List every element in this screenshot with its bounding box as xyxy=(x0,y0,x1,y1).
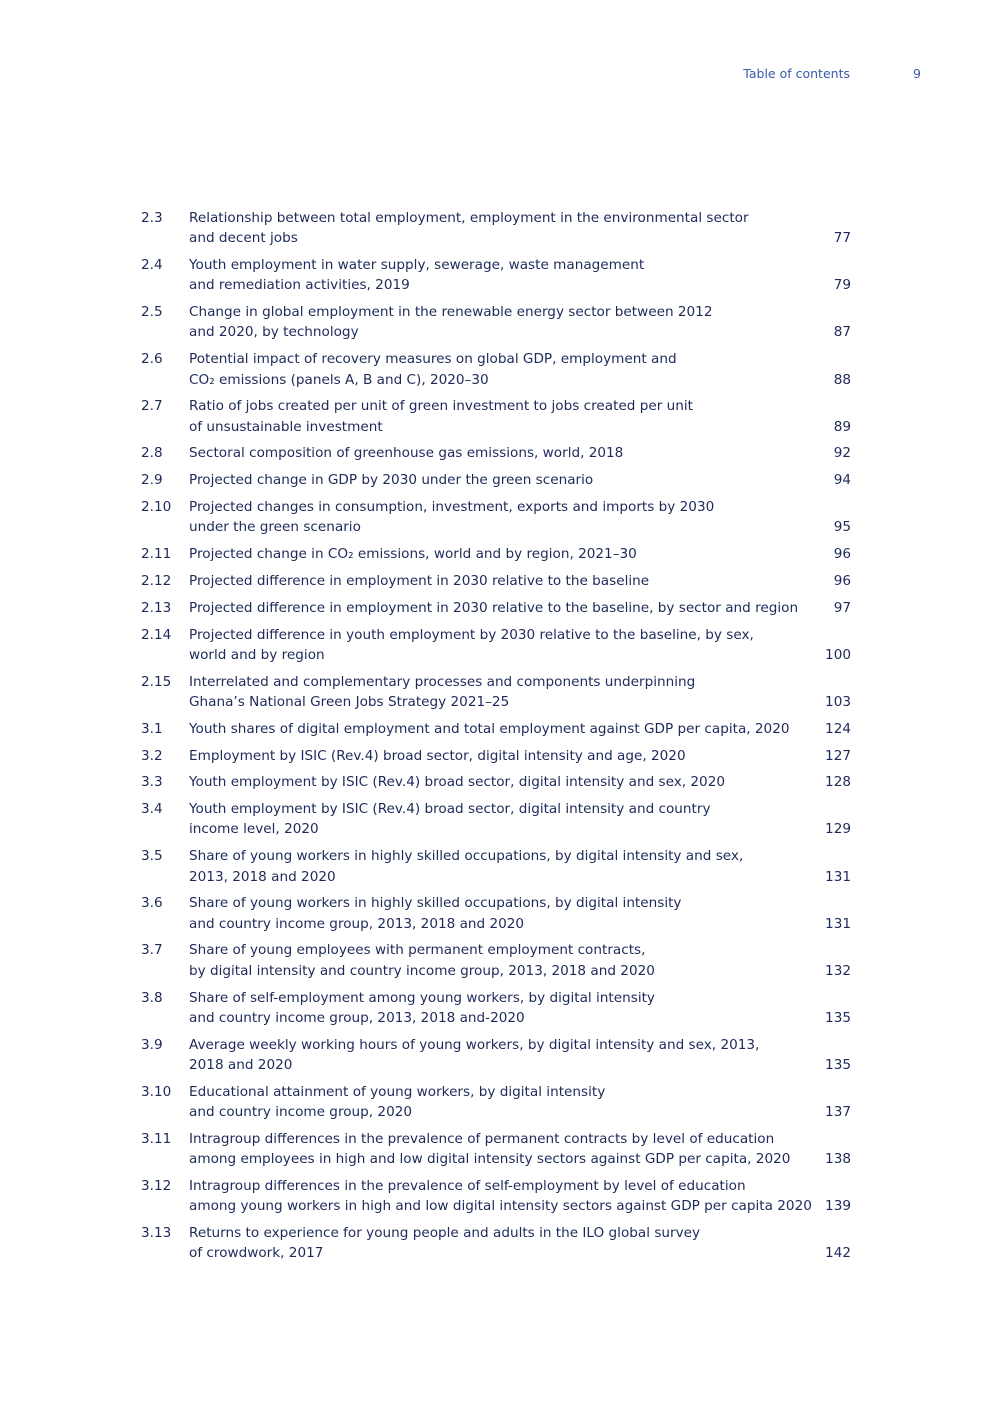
figure-title-line: Ghana’s National Green Jobs Strategy 2021–25 xyxy=(189,693,510,710)
figure-title-line: and country income group, 2013, 2018 and 2020 xyxy=(189,915,525,932)
figure-page-number: 135 xyxy=(825,1009,851,1026)
toc-entry[interactable] xyxy=(141,772,853,792)
figure-title-line: Share of young employees with permanent employment contracts, xyxy=(189,942,646,959)
figure-title-line: income level, 2020 xyxy=(189,821,319,838)
figure-title-line: Ratio of jobs created per unit of green investment to jobs created per unit xyxy=(189,398,693,415)
figure-title-line: CO₂ emissions (panels A, B and C), 2020–30 xyxy=(189,371,489,388)
figure-number: 3.11 xyxy=(141,1130,172,1147)
figure-number: 2.4 xyxy=(141,257,163,274)
toc-entry[interactable] xyxy=(141,1082,853,1123)
section-title: Table of contents xyxy=(743,66,850,81)
figure-number: 3.7 xyxy=(141,942,163,959)
figure-title xyxy=(189,349,819,390)
figure-title-line: Projected difference in employment in 2030 relative to the baseline xyxy=(189,572,650,589)
figure-title xyxy=(189,746,819,766)
figure-page-number: 132 xyxy=(825,962,851,979)
figure-title xyxy=(189,672,819,713)
figure-title-line: Youth employment by ISIC (Rev.4) broad sector, digital intensity and country xyxy=(189,801,711,818)
figure-title xyxy=(189,940,819,981)
figure-page-number: 138 xyxy=(825,1151,851,1168)
figure-number: 2.5 xyxy=(141,304,163,321)
figure-title-line: of unsustainable investment xyxy=(189,418,383,435)
toc-entry[interactable] xyxy=(141,571,853,591)
figure-title-line: world and by region xyxy=(189,646,325,663)
page-number: 9 xyxy=(913,66,921,81)
toc-entry[interactable] xyxy=(141,1223,853,1264)
figure-title-line: Share of self-employment among young workers, by digital intensity xyxy=(189,989,655,1006)
figure-title-line: Share of young workers in highly skilled occupations, by digital intensity and sex, xyxy=(189,848,744,865)
toc-entry[interactable] xyxy=(141,396,853,437)
figure-page-number: 139 xyxy=(825,1198,851,1215)
figure-page-number: 127 xyxy=(825,747,851,764)
figure-page-number: 96 xyxy=(833,546,851,563)
figure-page-number: 95 xyxy=(833,519,851,536)
figure-number: 3.9 xyxy=(141,1036,163,1053)
figure-title-line: Projected change in CO₂ emissions, world and by region, 2021–30 xyxy=(189,546,637,563)
figure-number: 3.8 xyxy=(141,989,163,1006)
figure-number: 2.15 xyxy=(141,673,172,690)
figure-number: 3.5 xyxy=(141,848,163,865)
toc-entry[interactable] xyxy=(141,1176,853,1217)
toc-entry[interactable] xyxy=(141,988,853,1029)
figure-number: 3.1 xyxy=(141,720,163,737)
figure-title-line: Youth employment by ISIC (Rev.4) broad sector, digital intensity and sex, 2020 xyxy=(189,774,726,791)
figure-title xyxy=(189,208,819,249)
figure-title xyxy=(189,1176,819,1217)
figure-page-number: 128 xyxy=(825,774,851,791)
toc-entry[interactable] xyxy=(141,719,853,739)
figure-number: 2.11 xyxy=(141,546,172,563)
figure-title xyxy=(189,255,819,296)
list-of-figures xyxy=(141,208,853,1270)
figure-title-line: Projected difference in youth employment by 2030 relative to the baseline, by sex, xyxy=(189,626,754,643)
figure-title-line: and country income group, 2013, 2018 and-2020 xyxy=(189,1009,525,1026)
toc-entry[interactable] xyxy=(141,893,853,934)
figure-page-number: 100 xyxy=(825,646,851,663)
toc-entry[interactable] xyxy=(141,1035,853,1076)
figure-title-line: Relationship between total employment, employment in the environmental sector xyxy=(189,210,749,226)
toc-entry[interactable] xyxy=(141,349,853,390)
toc-entry[interactable] xyxy=(141,746,853,766)
figure-title-line: among employees in high and low digital intensity sectors against GDP per capita, 2020 xyxy=(189,1151,791,1168)
toc-entry[interactable] xyxy=(141,208,853,249)
figure-title-line: Educational attainment of young workers, by digital intensity xyxy=(189,1083,606,1100)
figure-title-line: Sectoral composition of greenhouse gas emissions, world, 2018 xyxy=(189,445,624,462)
figure-number: 2.8 xyxy=(141,445,163,462)
toc-entry[interactable] xyxy=(141,497,853,538)
figure-title xyxy=(189,846,819,887)
figure-title xyxy=(189,1129,819,1170)
figure-title-line: Returns to experience for young people and adults in the ILO global survey xyxy=(189,1224,701,1241)
figure-number: 3.2 xyxy=(141,747,163,764)
figure-page-number: 131 xyxy=(825,868,851,885)
figure-number: 2.6 xyxy=(141,351,163,368)
figure-title-line: Projected changes in consumption, investment, exports and imports by 2030 xyxy=(189,499,715,516)
figure-page-number: 97 xyxy=(833,599,851,616)
figure-title xyxy=(189,988,819,1029)
figure-title-line: Projected difference in employment in 2030 relative to the baseline, by sector and region xyxy=(189,599,799,616)
figure-title-line: by digital intensity and country income group, 2013, 2018 and 2020 xyxy=(189,962,655,979)
figure-title-line: Interrelated and complementary processes and components underpinning xyxy=(189,673,696,690)
figure-page-number: 124 xyxy=(825,720,851,737)
figure-title-line: Youth shares of digital employment and total employment against GDP per capita, 2020 xyxy=(189,720,790,737)
figure-title-line: 2013, 2018 and 2020 xyxy=(189,868,336,885)
toc-entry[interactable] xyxy=(141,940,853,981)
toc-entry[interactable] xyxy=(141,470,853,490)
figure-title xyxy=(189,443,819,463)
figure-title xyxy=(189,1035,819,1076)
figure-page-number: 131 xyxy=(825,915,851,932)
toc-entry[interactable] xyxy=(141,544,853,564)
figure-page-number: 103 xyxy=(825,693,851,710)
figure-page-number: 79 xyxy=(833,277,851,294)
figure-number: 2.12 xyxy=(141,572,172,589)
figure-number: 2.10 xyxy=(141,499,172,516)
figure-number: 3.10 xyxy=(141,1083,172,1100)
figure-title-line: and remediation activities, 2019 xyxy=(189,277,410,294)
figure-number: 2.7 xyxy=(141,398,163,415)
figure-title-line: Intragroup differences in the prevalence of permanent contracts by level of education xyxy=(189,1130,775,1147)
figure-title-line: of crowdwork, 2017 xyxy=(189,1245,324,1262)
figure-title xyxy=(189,1082,819,1123)
figure-title xyxy=(189,625,819,666)
toc-entry[interactable] xyxy=(141,799,853,840)
figure-title-line: Share of young workers in highly skilled occupations, by digital intensity xyxy=(189,895,682,912)
figure-page-number: 92 xyxy=(833,445,851,462)
figure-page-number: 94 xyxy=(833,472,851,489)
figure-number: 3.4 xyxy=(141,801,163,818)
toc-entry[interactable] xyxy=(141,846,853,887)
figure-page-number: 89 xyxy=(833,418,851,435)
figure-number: 2.13 xyxy=(141,599,172,616)
toc-entry[interactable] xyxy=(141,625,853,666)
toc-entry[interactable] xyxy=(141,443,853,463)
figure-title-line: and 2020, by technology xyxy=(189,324,359,341)
figure-page-number: 96 xyxy=(833,572,851,589)
figure-title xyxy=(189,799,819,840)
figure-title xyxy=(189,302,819,343)
toc-entry[interactable] xyxy=(141,1129,853,1170)
figure-title-line: Employment by ISIC (Rev.4) broad sector, digital intensity and age, 2020 xyxy=(189,747,686,764)
figure-number: 3.13 xyxy=(141,1224,172,1241)
figure-page-number: 77 xyxy=(833,230,851,247)
figure-title-line: and country income group, 2020 xyxy=(189,1103,413,1120)
figure-page-number: 142 xyxy=(825,1245,851,1262)
figure-title xyxy=(189,719,819,739)
figure-page-number: 129 xyxy=(825,821,851,838)
running-header xyxy=(0,66,992,84)
figure-title-line: 2018 and 2020 xyxy=(189,1056,293,1073)
figure-title-line: under the green scenario xyxy=(189,519,361,536)
figure-number: 2.9 xyxy=(141,472,163,489)
figure-title-line: Youth employment in water supply, sewerage, waste management xyxy=(189,257,645,274)
toc-entry[interactable] xyxy=(141,672,853,713)
figure-page-number: 135 xyxy=(825,1056,851,1073)
figure-title-line: Potential impact of recovery measures on global GDP, employment and xyxy=(189,351,677,368)
figure-title-line: Change in global employment in the renewable energy sector between 2012 xyxy=(189,304,713,321)
figure-title xyxy=(189,772,819,792)
figure-number: 3.12 xyxy=(141,1177,172,1194)
figure-page-number: 137 xyxy=(825,1103,851,1120)
toc-entry[interactable] xyxy=(141,598,853,618)
figure-title xyxy=(189,470,819,490)
figure-title-line: and decent jobs xyxy=(189,230,298,247)
figure-title xyxy=(189,893,819,934)
figure-number: 3.3 xyxy=(141,774,163,791)
toc-entry[interactable] xyxy=(141,255,853,296)
figure-title xyxy=(189,571,819,591)
figure-title-line: Average weekly working hours of young workers, by digital intensity and sex, 2013, xyxy=(189,1036,760,1053)
toc-entry[interactable] xyxy=(141,302,853,343)
figure-title xyxy=(189,544,819,564)
figure-title xyxy=(189,598,819,618)
figure-number: 2.3 xyxy=(141,210,163,226)
figure-page-number: 87 xyxy=(833,324,851,341)
figure-title-line: Projected change in GDP by 2030 under the green scenario xyxy=(189,472,594,489)
figure-page-number: 88 xyxy=(833,371,851,388)
figure-number: 3.6 xyxy=(141,895,163,912)
figure-title-line: among young workers in high and low digital intensity sectors against GDP per capita 2020 xyxy=(189,1198,812,1215)
figure-title-line: Intragroup differences in the prevalence of self-employment by level of education xyxy=(189,1177,746,1194)
figure-number: 2.14 xyxy=(141,626,172,643)
figure-title xyxy=(189,396,819,437)
figure-title xyxy=(189,1223,819,1264)
figure-title xyxy=(189,497,819,538)
